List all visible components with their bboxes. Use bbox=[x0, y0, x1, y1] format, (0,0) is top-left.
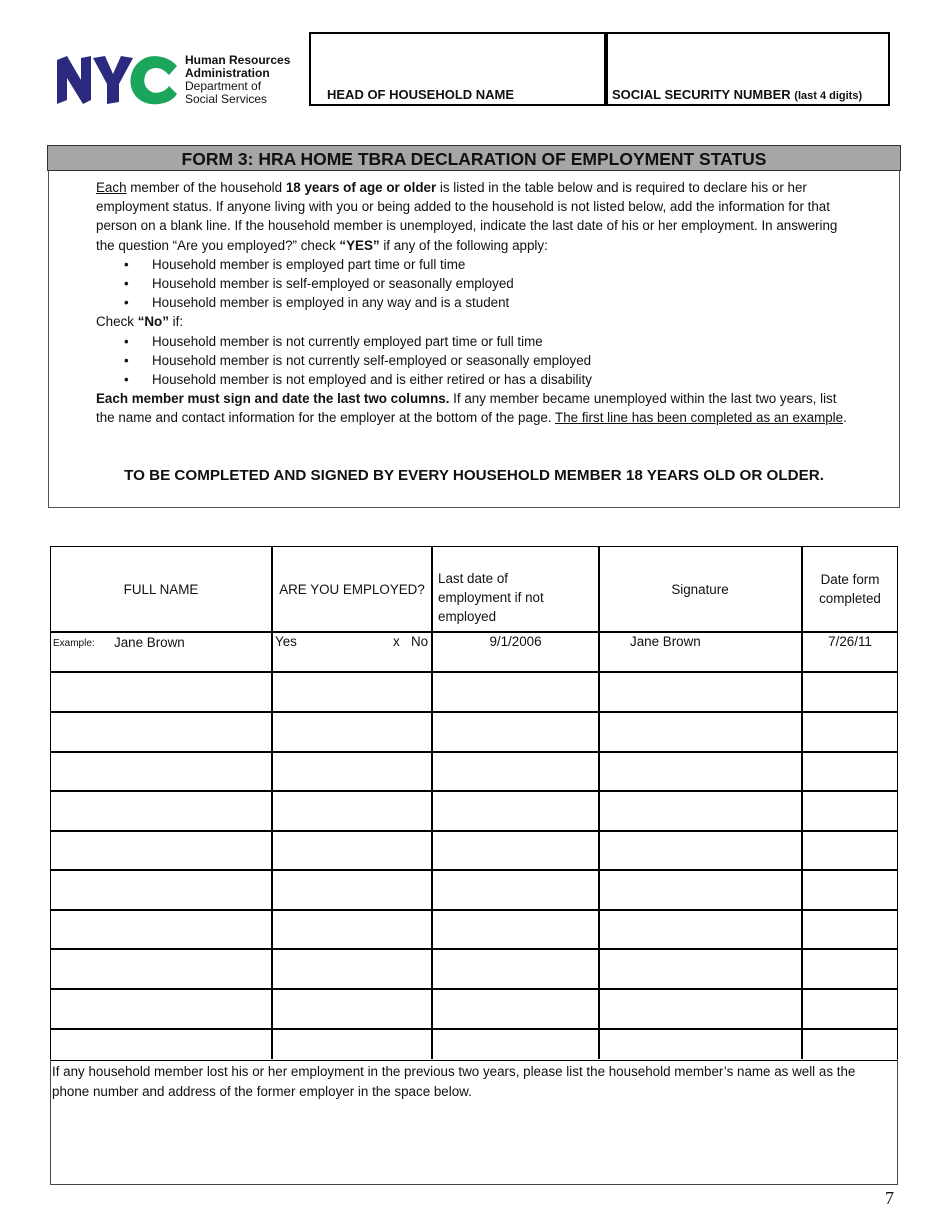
table-cell-input[interactable] bbox=[273, 673, 431, 711]
employment-table bbox=[50, 546, 898, 1061]
table-cell-input[interactable] bbox=[600, 950, 801, 988]
nyc-logo-icon bbox=[57, 54, 179, 106]
table-cell-input[interactable] bbox=[52, 911, 271, 948]
example-signature: Jane Brown bbox=[630, 634, 701, 649]
header-signature: Signature bbox=[671, 581, 729, 597]
table-cell-input[interactable] bbox=[803, 832, 898, 869]
table-cell-input[interactable] bbox=[600, 871, 801, 909]
header-full-name: FULL NAME bbox=[123, 581, 199, 597]
table-cell-input[interactable] bbox=[273, 1030, 431, 1059]
list-item: • Household member is self-employed or seasonally employed bbox=[96, 274, 856, 293]
header-last-date: Last date of employment if not employed bbox=[438, 570, 544, 624]
table-cell-input[interactable] bbox=[433, 713, 598, 751]
table-cell-input[interactable] bbox=[433, 990, 598, 1028]
head-of-household-field[interactable] bbox=[309, 32, 608, 106]
former-employer-instructions: If any household member lost his or her employment in the previous two years, please list the household member’s name as well as the phone number and address of the former employer in the space below. bbox=[52, 1064, 856, 1099]
table-cell-input[interactable] bbox=[52, 1030, 271, 1059]
table-cell-input[interactable] bbox=[433, 911, 598, 948]
table-cell-input[interactable] bbox=[600, 911, 801, 948]
table-cell-input[interactable] bbox=[273, 911, 431, 948]
table-cell-input[interactable] bbox=[273, 990, 431, 1028]
ssn-field[interactable] bbox=[604, 32, 890, 106]
head-of-household-label: HEAD OF HOUSEHOLD NAME bbox=[327, 87, 515, 102]
logo-text bbox=[185, 54, 290, 106]
table-cell-input[interactable] bbox=[433, 871, 598, 909]
header-are-you-employed: ARE YOU EMPLOYED? bbox=[279, 581, 425, 597]
table-cell-input[interactable] bbox=[803, 1030, 898, 1059]
table-cell-input[interactable] bbox=[803, 673, 898, 711]
table-cell-input[interactable] bbox=[273, 713, 431, 751]
ssn-label: SOCIAL SECURITY NUMBER (last 4 digits) bbox=[612, 87, 863, 102]
table-cell-input[interactable] bbox=[600, 713, 801, 751]
example-date: 7/26/11 bbox=[828, 634, 872, 649]
table-cell-input[interactable] bbox=[803, 871, 898, 909]
instructions bbox=[96, 178, 856, 428]
table-cell-input[interactable] bbox=[52, 792, 271, 830]
table-cell-input[interactable] bbox=[52, 871, 271, 909]
table-cell-input[interactable] bbox=[600, 990, 801, 1028]
table-cell-input[interactable] bbox=[52, 673, 271, 711]
table-cell-input[interactable] bbox=[52, 753, 271, 790]
list-item: • Household member is employed part time or full time bbox=[96, 255, 856, 274]
logo-line-2: Administration bbox=[185, 66, 270, 80]
example-prefix: Example: bbox=[53, 638, 95, 649]
table-cell-input[interactable] bbox=[273, 950, 431, 988]
instructions-paragraph-1: Each member of the household 18 years of age or older is listed in the table below and is required to declare his or her employment status. If anyone living with you or being added to the household is not listed below, add the information for that person on a blank line. If the household member is unemployed, indicate the last date of his or her employment. In answering the question “Are you employed?” check “YES” if any of the following apply: bbox=[96, 180, 838, 253]
page-number: 7 bbox=[885, 1188, 894, 1208]
table-cell-input[interactable] bbox=[600, 753, 801, 790]
instructions-paragraph-2: Each member must sign and date the last two columns. If any member became unemployed within the last two years, list the name and contact information for the employer at the bottom of the page. The first line has been completed as an example. bbox=[96, 391, 847, 426]
list-item: • Household member is not currently self-employed or seasonally employed bbox=[96, 351, 856, 370]
table-cell-input[interactable] bbox=[433, 753, 598, 790]
table-cell-input[interactable] bbox=[803, 792, 898, 830]
no-criteria-list bbox=[96, 332, 856, 390]
table-cell-input[interactable] bbox=[273, 753, 431, 790]
logo-line-3: Department of bbox=[185, 79, 262, 93]
check-no-line: Check “No” if: bbox=[96, 314, 184, 330]
table-cell-input[interactable] bbox=[803, 990, 898, 1028]
header-date-completed: Date form completed bbox=[819, 572, 881, 606]
table-cell-input[interactable] bbox=[600, 673, 801, 711]
table-cell-input[interactable] bbox=[52, 990, 271, 1028]
table-row-divider bbox=[50, 631, 898, 633]
list-item: • Household member is not currently employed part time or full time bbox=[96, 332, 856, 351]
table-cell-input[interactable] bbox=[600, 832, 801, 869]
table-cell-input[interactable] bbox=[273, 871, 431, 909]
example-name: Jane Brown bbox=[114, 635, 185, 650]
table-cell-input[interactable] bbox=[433, 792, 598, 830]
example-last-date: 9/1/2006 bbox=[489, 634, 542, 649]
logo-line-4: Social Services bbox=[185, 92, 268, 106]
table-cell-input[interactable] bbox=[52, 950, 271, 988]
example-no: No bbox=[411, 634, 429, 649]
form-title: FORM 3: HRA HOME TBRA DECLARATION OF EMPLOYMENT STATUS bbox=[47, 145, 901, 171]
table-cell-input[interactable] bbox=[600, 1030, 801, 1059]
table-cell-input[interactable] bbox=[273, 792, 431, 830]
table-cell-input[interactable] bbox=[433, 673, 598, 711]
table-cell-input[interactable] bbox=[803, 753, 898, 790]
table-cell-input[interactable] bbox=[433, 1030, 598, 1059]
list-item: • Household member is employed in any way and is a student bbox=[96, 293, 856, 312]
list-item: • Household member is not employed and is either retired or has a disability bbox=[96, 370, 856, 389]
table-cell-input[interactable] bbox=[273, 832, 431, 869]
logo-line-1: Human Resources bbox=[185, 53, 291, 67]
table-cell-input[interactable] bbox=[803, 950, 898, 988]
table-cell-input[interactable] bbox=[433, 832, 598, 869]
table-cell-input[interactable] bbox=[52, 832, 271, 869]
table-cell-input[interactable] bbox=[803, 713, 898, 751]
yes-criteria-list bbox=[96, 255, 856, 313]
example-check-mark: x bbox=[393, 634, 400, 649]
table-cell-input[interactable] bbox=[600, 792, 801, 830]
table-cell-input[interactable] bbox=[803, 911, 898, 948]
example-yes: Yes bbox=[275, 634, 297, 649]
completion-requirement: TO BE COMPLETED AND SIGNED BY EVERY HOUSEHOLD MEMBER 18 YEARS OLD OR OLDER. bbox=[124, 467, 824, 484]
nyc-hra-logo bbox=[57, 54, 302, 108]
table-cell-input[interactable] bbox=[52, 713, 271, 751]
table-cell-input[interactable] bbox=[433, 950, 598, 988]
